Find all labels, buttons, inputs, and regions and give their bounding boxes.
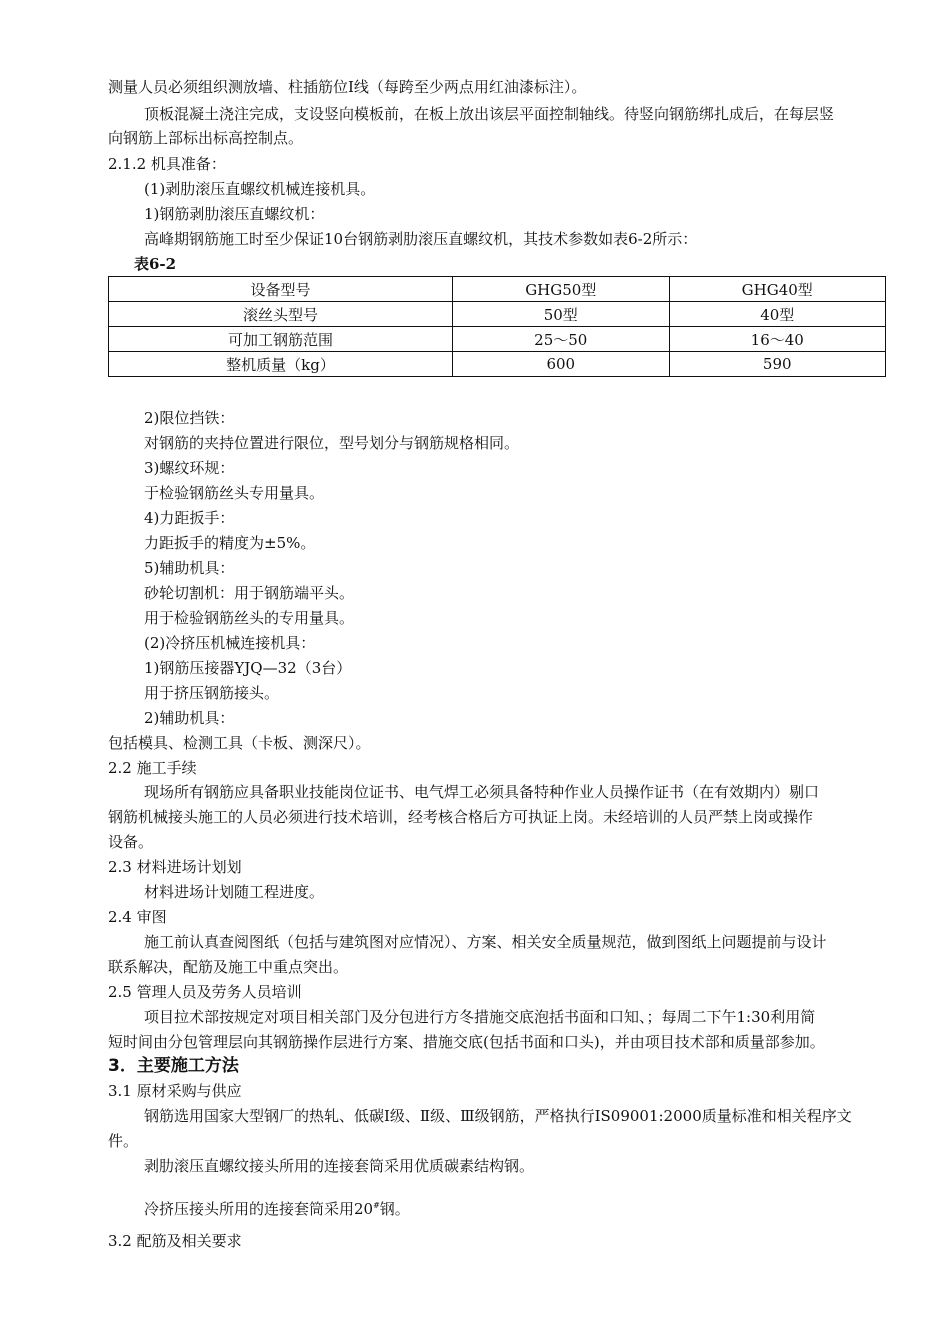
paragraph-line: 材料进场计划随工程进度。: [144, 883, 325, 901]
table-cell: 可加工钢筋范围: [109, 327, 453, 352]
paragraph-line: 力距扳手的精度为±5%。: [144, 534, 316, 552]
paragraph-line: 用于挤压钢筋接头。: [144, 684, 280, 702]
paragraph-line: 剥肋滚压直螺纹接头所用的连接套筒采用优质碳素结构钢。: [144, 1157, 535, 1175]
paragraph-line: 件。: [108, 1132, 139, 1150]
paragraph-line: 5)辅助机具：: [144, 559, 235, 577]
table-cell: 40型: [669, 302, 886, 327]
paragraph-line: 顶板混凝土浇注完成，支设竖向模板前，在板上放出该层平面控制轴线。待竖向钢筋绑扎成后，在每层竖: [144, 105, 835, 123]
chapter-heading: 3．主要施工方法: [108, 1056, 239, 1076]
section-heading: 2.1.2 机具准备：: [108, 155, 226, 173]
paragraph-line: 砂轮切割机：用于钢筋端平头。: [144, 584, 355, 602]
paragraph-line: 项目拉术部按规定对项目相关部门及分包进行方冬措施交底泡括书面和口知、；每周二下午1:30利用简: [144, 1008, 816, 1026]
paragraph-text: 冷挤压接头所用的连接套筒采用20: [144, 1200, 374, 1218]
section-heading: 3.1 原材采购与供应: [108, 1082, 242, 1100]
paragraph-line: (2)冷挤压机械连接机具：: [144, 634, 316, 652]
table-cell: 滚丝头型号: [109, 302, 453, 327]
table-cell: GHG40型: [669, 277, 886, 302]
paragraph-line: 2)辅助机具：: [144, 709, 235, 727]
paragraph-line: 测量人员必须组织测放墙、柱插筋位I线（每跨至少两点用红油漆标注）。: [108, 78, 587, 96]
table-cell: 整机质量（kg）: [109, 352, 453, 377]
table-cell: 590: [669, 352, 886, 377]
section-heading: 2.5 管理人员及劳务人员培训: [108, 983, 302, 1001]
table-cell: 设备型号: [109, 277, 453, 302]
paragraph-line: (1)剥肋滚压直螺纹机械连接机具。: [144, 180, 376, 198]
paragraph-line: 包括模具、检测工具（卡板、测深尺）。: [108, 734, 371, 752]
table-cell: 600: [453, 352, 669, 377]
section-heading: 2.3 材料进场计划划: [108, 858, 242, 876]
table-cell: 16～40: [669, 327, 886, 352]
table-row: [109, 277, 886, 302]
paragraph-line: 1)钢筋剥肋滚压直螺纹机：: [144, 205, 325, 223]
paragraph-line: 联系解决，配筋及施工中重点突出。: [108, 958, 349, 976]
paragraph-line: 向钢筋上部标出标高控制点。: [108, 129, 304, 147]
paragraph-line: 设备。: [108, 833, 154, 851]
paragraph-line: 用于检验钢筋丝头的专用量具。: [144, 609, 355, 627]
paragraph-line: 现场所有钢筋应具备职业技能岗位证书、电气焊工必须具备特种作业人员操作证书（在有效期内）剔口: [144, 783, 820, 801]
paragraph-line: 3)螺纹环规：: [144, 459, 235, 477]
paragraph-line: 对钢筋的夹持位置进行限位，型号划分与钢筋规格相同。: [144, 434, 520, 452]
paragraph-line: 1)钢筋压接器YJQ—32（3台）: [144, 659, 352, 677]
section-heading: 3.2 配筋及相关要求: [108, 1232, 242, 1250]
paragraph-line: 钢筋机械接头施工的人员必须进行技术培训，经考核合格后方可执证上岗。未经培训的人员严禁上岗或操作: [108, 808, 814, 826]
table-row: [109, 352, 886, 377]
paragraph-line: 短时间由分包管理层向其钢筋操作层进行方案、措施交底(包括书面和口头)，并由项目技术部和质量部参加。: [108, 1033, 825, 1051]
paragraph-line: [144, 1195, 410, 1217]
paragraph-line: 2)限位挡铁：: [144, 409, 235, 427]
table-cell: 50型: [453, 302, 669, 327]
paragraph-line: 高峰期钢筋施工时至少保证10台钢筋剥肋滚压直螺纹机，其技术参数如表6-2所示：: [144, 230, 698, 248]
table-caption: 表6-2: [134, 255, 177, 273]
table-row: [109, 327, 886, 352]
spec-table: [108, 276, 886, 377]
paragraph-line: 施工前认真查阅图纸（包括与建筑图对应情况）、方案、相关安全质量规范，做到图纸上问题提前与设计: [144, 933, 827, 951]
paragraph-line: 4)力距扳手：: [144, 509, 235, 527]
section-heading: 2.4 审图: [108, 908, 167, 926]
table-cell: 25～50: [453, 327, 669, 352]
table-row: [109, 302, 886, 327]
section-heading: 2.2 施工手续: [108, 759, 197, 777]
paragraph-text: 钢。: [379, 1200, 410, 1218]
paragraph-line: 于检验钢筋丝头专用量具。: [144, 484, 325, 502]
table-cell: GHG50型: [453, 277, 669, 302]
superscript-mark: #: [373, 1201, 380, 1210]
paragraph-line: 钢筋选用国家大型钢厂的热轧、低碳I级、Ⅱ级、Ⅲ级钢筋，严格执行IS09001:2000质量标准和相关程序文: [144, 1107, 852, 1125]
